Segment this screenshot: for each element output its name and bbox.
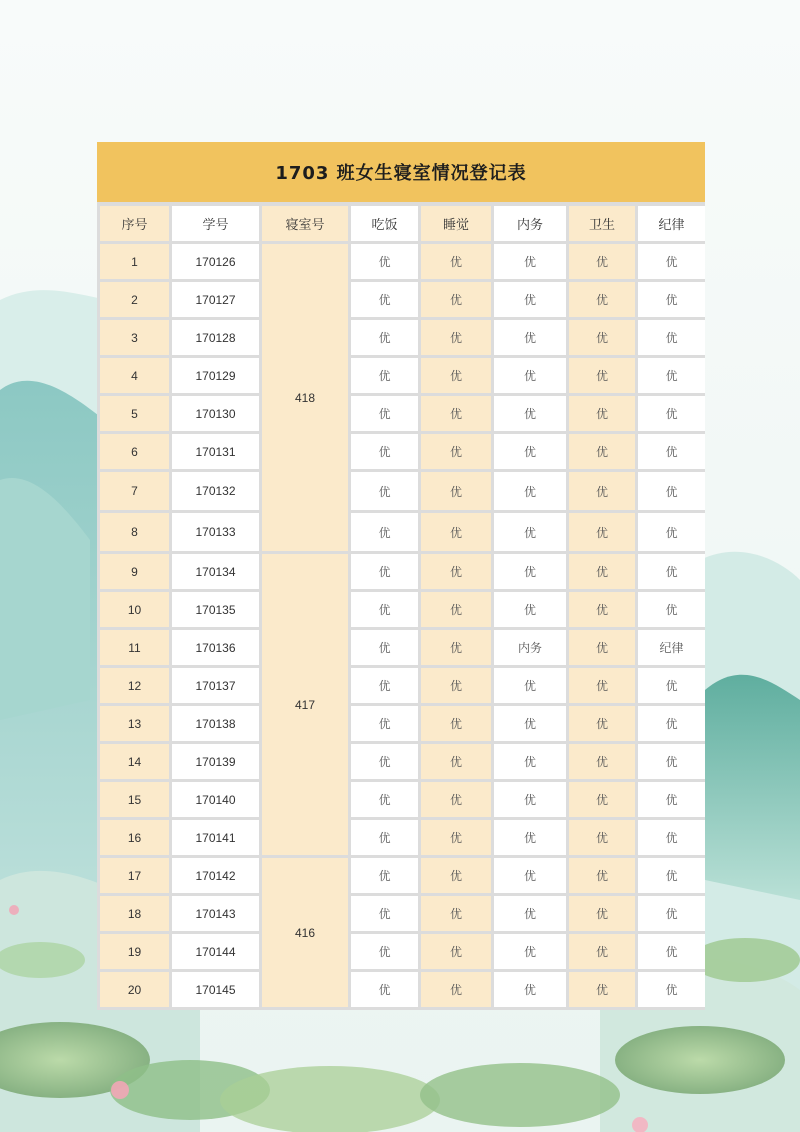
cell-housekeeping: 优 [494, 472, 566, 510]
table-row [100, 244, 705, 279]
cell-eating: 优 [351, 896, 418, 931]
cell-no: 9 [100, 554, 169, 589]
cell-eating: 优 [351, 706, 418, 741]
table-row [100, 320, 705, 355]
cell-no: 14 [100, 744, 169, 779]
cell-housekeeping: 优 [494, 396, 566, 431]
cell-discipline: 优 [638, 244, 705, 279]
cell-sleeping: 优 [421, 244, 491, 279]
cell-hygiene: 优 [569, 668, 635, 703]
cell-student-id: 170132 [172, 472, 259, 510]
cell-hygiene: 优 [569, 630, 635, 665]
cell-student-id: 170135 [172, 592, 259, 627]
cell-sleeping: 优 [421, 320, 491, 355]
table-row [100, 858, 705, 893]
cell-eating: 优 [351, 934, 418, 969]
cell-no: 6 [100, 434, 169, 469]
table-row [100, 592, 705, 627]
cell-eating: 优 [351, 554, 418, 589]
cell-room: 418 [262, 244, 348, 551]
cell-no: 19 [100, 934, 169, 969]
cell-no: 15 [100, 782, 169, 817]
cell-no: 17 [100, 858, 169, 893]
table-row [100, 434, 705, 469]
cell-student-id: 170127 [172, 282, 259, 317]
cell-hygiene: 优 [569, 744, 635, 779]
cell-discipline: 优 [638, 554, 705, 589]
cell-hygiene: 优 [569, 472, 635, 510]
cell-discipline: 优 [638, 320, 705, 355]
cell-student-id: 170129 [172, 358, 259, 393]
cell-sleeping: 优 [421, 858, 491, 893]
cell-hygiene: 优 [569, 858, 635, 893]
cell-no: 18 [100, 896, 169, 931]
cell-sleeping: 优 [421, 513, 491, 551]
cell-eating: 优 [351, 434, 418, 469]
cell-eating: 优 [351, 858, 418, 893]
col-header-housekeeping: 内务 [494, 206, 566, 241]
cell-student-id: 170137 [172, 668, 259, 703]
table-row [100, 513, 705, 551]
cell-housekeeping: 优 [494, 744, 566, 779]
cell-no: 5 [100, 396, 169, 431]
cell-eating: 优 [351, 513, 418, 551]
cell-discipline: 优 [638, 896, 705, 931]
cell-student-id: 170141 [172, 820, 259, 855]
cell-discipline: 优 [638, 396, 705, 431]
col-header-discipline: 纪律 [638, 206, 705, 241]
cell-sleeping: 优 [421, 782, 491, 817]
cell-eating: 优 [351, 782, 418, 817]
cell-housekeeping: 优 [494, 820, 566, 855]
cell-sleeping: 优 [421, 282, 491, 317]
cell-no: 7 [100, 472, 169, 510]
cell-discipline: 优 [638, 782, 705, 817]
cell-sleeping: 优 [421, 706, 491, 741]
sheet-title: 1703 班女生寝室情况登记表 [97, 142, 705, 202]
cell-student-id: 170145 [172, 972, 259, 1007]
col-header-hygiene: 卫生 [569, 206, 635, 241]
cell-room: 417 [262, 554, 348, 855]
cell-student-id: 170139 [172, 744, 259, 779]
cell-sleeping: 优 [421, 554, 491, 589]
cell-eating: 优 [351, 592, 418, 627]
table-row [100, 282, 705, 317]
cell-hygiene: 优 [569, 282, 635, 317]
cell-discipline: 优 [638, 592, 705, 627]
table-row [100, 668, 705, 703]
cell-hygiene: 优 [569, 396, 635, 431]
cell-eating: 优 [351, 820, 418, 855]
table-row [100, 782, 705, 817]
cell-housekeeping: 优 [494, 668, 566, 703]
cell-housekeeping: 优 [494, 706, 566, 741]
cell-discipline: 优 [638, 358, 705, 393]
cell-sleeping: 优 [421, 820, 491, 855]
cell-no: 11 [100, 630, 169, 665]
table-row [100, 934, 705, 969]
cell-eating: 优 [351, 668, 418, 703]
cell-eating: 优 [351, 630, 418, 665]
cell-hygiene: 优 [569, 244, 635, 279]
cell-sleeping: 优 [421, 896, 491, 931]
cell-hygiene: 优 [569, 934, 635, 969]
dorm-record-sheet [97, 142, 705, 1010]
cell-sleeping: 优 [421, 396, 491, 431]
cell-discipline: 优 [638, 434, 705, 469]
cell-no: 2 [100, 282, 169, 317]
table-body [100, 244, 705, 1007]
cell-sleeping: 优 [421, 668, 491, 703]
cell-discipline: 优 [638, 668, 705, 703]
cell-sleeping: 优 [421, 434, 491, 469]
cell-housekeeping: 优 [494, 554, 566, 589]
cell-housekeeping: 优 [494, 858, 566, 893]
cell-student-id: 170133 [172, 513, 259, 551]
cell-housekeeping: 优 [494, 782, 566, 817]
cell-sleeping: 优 [421, 630, 491, 665]
cell-discipline: 优 [638, 472, 705, 510]
cell-eating: 优 [351, 282, 418, 317]
cell-no: 4 [100, 358, 169, 393]
cell-hygiene: 优 [569, 896, 635, 931]
table-row [100, 554, 705, 589]
cell-hygiene: 优 [569, 358, 635, 393]
cell-no: 10 [100, 592, 169, 627]
cell-housekeeping: 优 [494, 934, 566, 969]
table-row [100, 972, 705, 1007]
cell-housekeeping: 优 [494, 282, 566, 317]
cell-hygiene: 优 [569, 820, 635, 855]
cell-housekeeping: 优 [494, 244, 566, 279]
cell-student-id: 170144 [172, 934, 259, 969]
cell-eating: 优 [351, 244, 418, 279]
cell-discipline: 优 [638, 972, 705, 1007]
dorm-record-table [97, 203, 708, 1010]
cell-discipline: 优 [638, 744, 705, 779]
cell-housekeeping: 优 [494, 896, 566, 931]
cell-no: 1 [100, 244, 169, 279]
cell-hygiene: 优 [569, 972, 635, 1007]
table-row [100, 396, 705, 431]
cell-hygiene: 优 [569, 434, 635, 469]
cell-no: 3 [100, 320, 169, 355]
cell-room: 416 [262, 858, 348, 1007]
cell-student-id: 170126 [172, 244, 259, 279]
cell-housekeeping: 内务 [494, 630, 566, 665]
cell-student-id: 170134 [172, 554, 259, 589]
cell-no: 16 [100, 820, 169, 855]
cell-sleeping: 优 [421, 934, 491, 969]
cell-eating: 优 [351, 396, 418, 431]
cell-discipline: 纪律 [638, 630, 705, 665]
cell-no: 20 [100, 972, 169, 1007]
table-row [100, 706, 705, 741]
cell-student-id: 170143 [172, 896, 259, 931]
cell-hygiene: 优 [569, 513, 635, 551]
header-row [100, 206, 705, 241]
cell-discipline: 优 [638, 820, 705, 855]
cell-discipline: 优 [638, 706, 705, 741]
cell-housekeeping: 优 [494, 358, 566, 393]
cell-sleeping: 优 [421, 472, 491, 510]
table-row [100, 630, 705, 665]
cell-discipline: 优 [638, 513, 705, 551]
table-row [100, 744, 705, 779]
cell-eating: 优 [351, 358, 418, 393]
col-header-student-id: 学号 [172, 206, 259, 241]
table-row [100, 472, 705, 510]
cell-eating: 优 [351, 472, 418, 510]
cell-hygiene: 优 [569, 320, 635, 355]
cell-student-id: 170128 [172, 320, 259, 355]
cell-student-id: 170138 [172, 706, 259, 741]
cell-eating: 优 [351, 320, 418, 355]
col-header-sleeping: 睡觉 [421, 206, 491, 241]
cell-housekeeping: 优 [494, 592, 566, 627]
cell-housekeeping: 优 [494, 972, 566, 1007]
cell-eating: 优 [351, 972, 418, 1007]
cell-student-id: 170142 [172, 858, 259, 893]
table-row [100, 358, 705, 393]
cell-student-id: 170136 [172, 630, 259, 665]
cell-hygiene: 优 [569, 554, 635, 589]
cell-no: 12 [100, 668, 169, 703]
cell-hygiene: 优 [569, 592, 635, 627]
col-header-room: 寝室号 [262, 206, 348, 241]
cell-sleeping: 优 [421, 592, 491, 627]
cell-no: 13 [100, 706, 169, 741]
cell-housekeeping: 优 [494, 320, 566, 355]
cell-discipline: 优 [638, 858, 705, 893]
cell-sleeping: 优 [421, 358, 491, 393]
cell-sleeping: 优 [421, 744, 491, 779]
cell-hygiene: 优 [569, 782, 635, 817]
cell-no: 8 [100, 513, 169, 551]
col-header-no: 序号 [100, 206, 169, 241]
cell-sleeping: 优 [421, 972, 491, 1007]
cell-discipline: 优 [638, 934, 705, 969]
cell-student-id: 170140 [172, 782, 259, 817]
table-row [100, 820, 705, 855]
cell-housekeeping: 优 [494, 513, 566, 551]
cell-housekeeping: 优 [494, 434, 566, 469]
cell-student-id: 170131 [172, 434, 259, 469]
cell-discipline: 优 [638, 282, 705, 317]
cell-eating: 优 [351, 744, 418, 779]
col-header-eating: 吃饭 [351, 206, 418, 241]
cell-hygiene: 优 [569, 706, 635, 741]
table-row [100, 896, 705, 931]
cell-student-id: 170130 [172, 396, 259, 431]
